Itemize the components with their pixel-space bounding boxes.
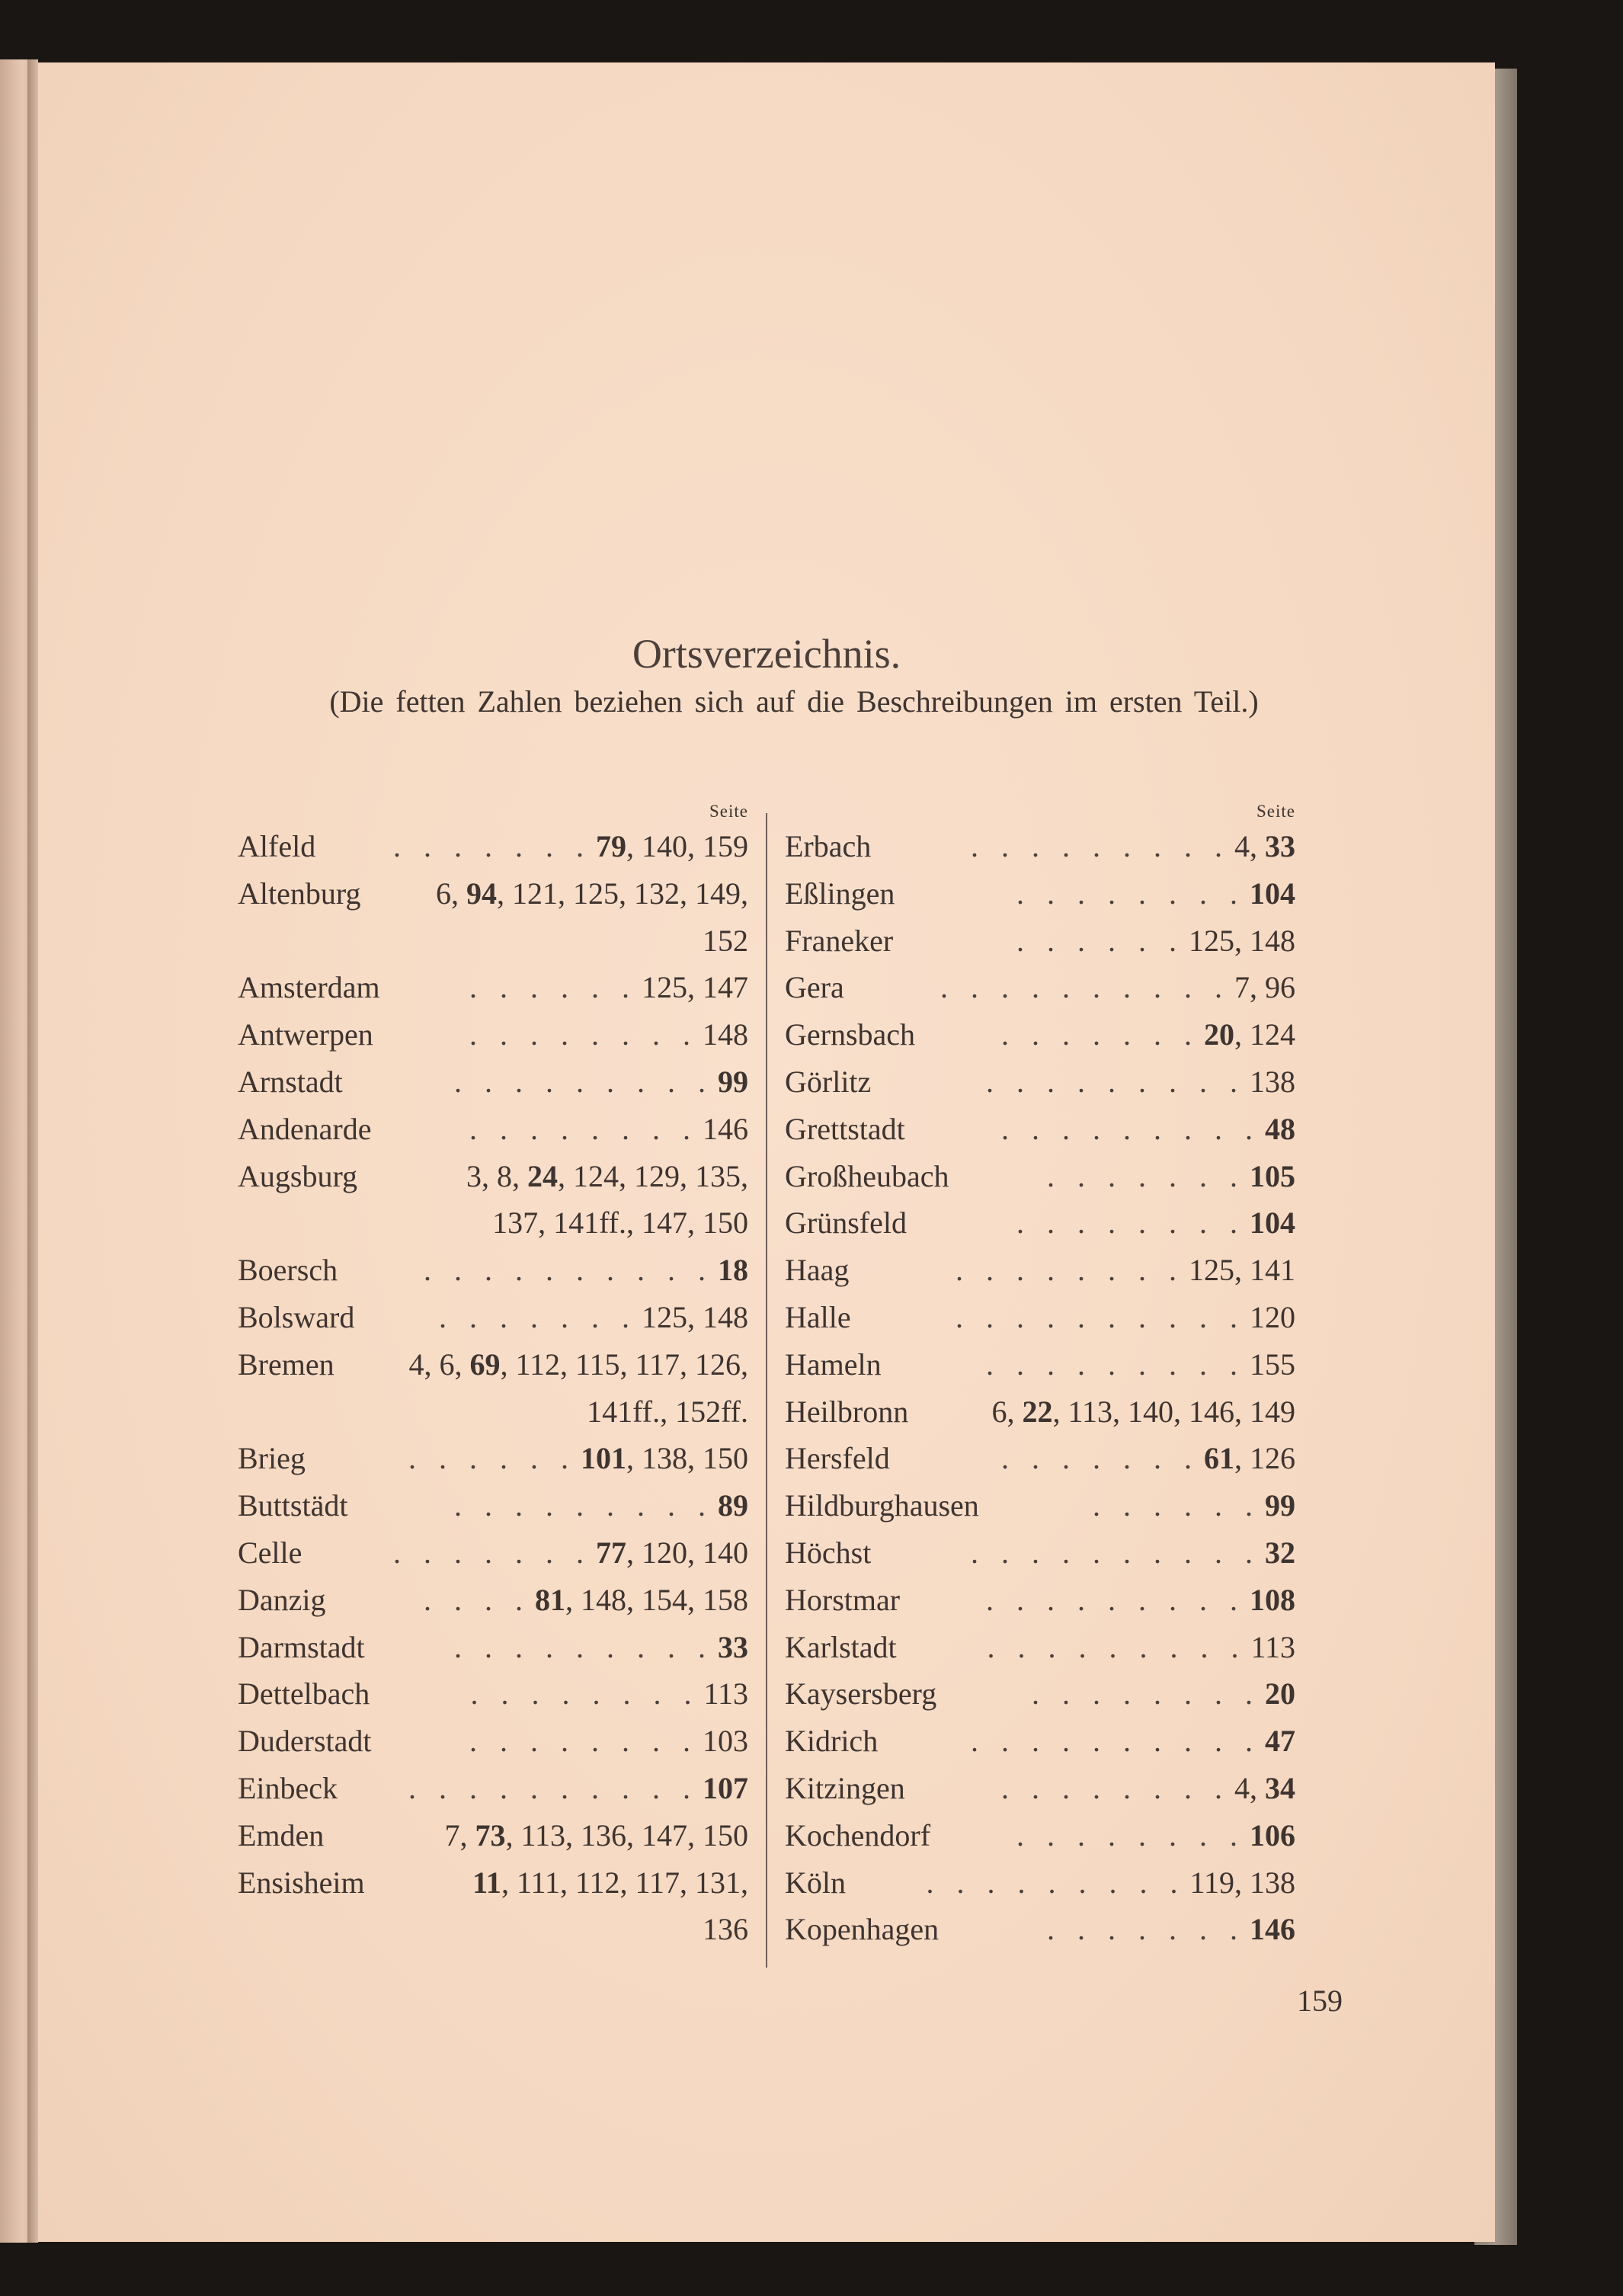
index-entry <box>238 823 748 870</box>
place-name: Gera <box>785 970 844 1005</box>
seite-label-left: Seite <box>709 802 748 821</box>
leader-dots: . . . . . . . . . . <box>971 1535 1260 1570</box>
page-references <box>1250 1624 1295 1671</box>
page-ref: , 121, 125, 132, 149, <box>497 876 748 911</box>
index-entry <box>238 1482 748 1529</box>
bold-page-ref: 73 <box>475 1817 506 1852</box>
leader-dots: . . . . . . . . <box>1016 876 1245 911</box>
page-references <box>1189 1859 1295 1907</box>
page-references <box>335 1341 748 1388</box>
place-name: Kitzingen <box>785 1770 905 1805</box>
page-references <box>1250 1199 1295 1247</box>
page-references <box>324 1812 748 1859</box>
page-ref: 125, 148 <box>1189 923 1295 958</box>
index-rows-left <box>238 823 748 1953</box>
page-references <box>1265 1106 1295 1153</box>
page-references <box>535 1577 748 1624</box>
index-entry <box>785 1106 1295 1153</box>
leader-dots: . . . . . . <box>1093 1488 1260 1523</box>
leader-dots: . . . . . . . . . <box>986 1347 1245 1382</box>
index-entry <box>785 823 1295 870</box>
index-entry <box>785 1812 1295 1859</box>
index-entry <box>785 1388 1295 1436</box>
page-ref: 141ff., 152ff. <box>587 1394 748 1429</box>
leader-dots: . . . . . . <box>469 970 637 1005</box>
index-entry <box>785 1247 1295 1294</box>
page-references <box>238 1199 748 1247</box>
index-entry <box>238 1577 748 1624</box>
seite-label-right: Seite <box>1256 802 1295 821</box>
page-references <box>238 1388 748 1436</box>
page-references <box>596 1529 748 1577</box>
bold-page-ref: 101 <box>581 1441 626 1476</box>
page-ref: 119, 138 <box>1189 1865 1295 1900</box>
index-entry <box>238 1294 748 1341</box>
page-ref: 155 <box>1250 1347 1295 1382</box>
page-ref: 7, 96 <box>1234 970 1295 1005</box>
page-ref: , 120, 140 <box>626 1535 748 1570</box>
place-name: Darmstadt <box>238 1629 365 1664</box>
bold-page-ref: 81 <box>535 1582 565 1617</box>
place-name: Buttstädt <box>238 1488 348 1523</box>
place-name: Kochendorf <box>785 1817 931 1852</box>
leader-dots: . . . . . . . . . . <box>940 970 1230 1005</box>
place-name: Duderstadt <box>238 1724 372 1759</box>
page-ref: , 112, 115, 117, 126, <box>500 1347 748 1382</box>
place-name: Bremen <box>238 1347 335 1382</box>
place-name: Hildburghausen <box>785 1488 979 1523</box>
place-name: Horstmar <box>785 1582 901 1617</box>
bold-page-ref: 24 <box>527 1158 558 1193</box>
index-entry <box>238 917 748 965</box>
bold-page-ref: 11 <box>472 1865 501 1900</box>
index-entry <box>785 1859 1295 1907</box>
place-name: Heilbronn <box>785 1394 909 1429</box>
leader-dots: . . . . . . . <box>1001 1441 1199 1476</box>
index-entry <box>785 1482 1295 1529</box>
page-references <box>642 964 748 1011</box>
page-references <box>1265 1482 1295 1529</box>
leader-dots: . . . . . . . . . <box>987 1629 1247 1664</box>
leader-dots: . . . . . . . . <box>1016 1817 1245 1852</box>
page-references <box>703 1106 748 1153</box>
index-entry <box>238 1106 748 1153</box>
place-name: Erbach <box>785 829 872 863</box>
place-name: Karlstadt <box>785 1629 897 1664</box>
page-references <box>1250 1341 1295 1388</box>
leader-dots: . . . . . . . . <box>1032 1676 1260 1712</box>
leader-dots: . . . . . . . . <box>1016 1206 1245 1241</box>
index-entry <box>785 1906 1295 1953</box>
page-ref: 4, <box>1234 1770 1265 1805</box>
page-ref: 103 <box>703 1724 748 1759</box>
page-references <box>1189 917 1295 965</box>
place-name: Augsburg <box>238 1158 358 1193</box>
page-ref: 7, <box>444 1817 475 1852</box>
leader-dots: . . . . . . . . <box>469 1111 698 1146</box>
bold-page-ref: 33 <box>718 1629 748 1664</box>
page-ref: 146 <box>703 1111 748 1146</box>
page-title: Ortsverzeichnis. <box>632 631 901 677</box>
page-references <box>238 917 748 965</box>
page-ref: 4, <box>1234 829 1265 863</box>
page-subtitle: (Die fetten Zahlen beziehen sich auf die Beschreibungen im ersten Teil.) <box>329 684 1259 719</box>
index-entry <box>238 1153 748 1200</box>
place-name: Altenburg <box>238 876 361 911</box>
leader-dots: . . . . . . . . <box>469 1017 698 1052</box>
bold-page-ref: 20 <box>1265 1676 1295 1712</box>
page-ref: 125, 147 <box>642 970 748 1005</box>
page-references <box>1204 1435 1295 1482</box>
bold-page-ref: 89 <box>718 1488 748 1523</box>
index-entry <box>785 917 1295 965</box>
bold-page-ref: 79 <box>596 829 626 863</box>
page-ref: 125, 148 <box>642 1299 748 1334</box>
page-ref: 120 <box>1250 1299 1295 1334</box>
leader-dots: . . . . . . . . . <box>986 1582 1245 1617</box>
page-ref: 113 <box>703 1676 748 1712</box>
place-name: Eßlingen <box>785 876 895 911</box>
page-ref: , 113, 140, 146, 149 <box>1052 1394 1295 1429</box>
index-entry <box>238 1765 748 1812</box>
page-references <box>1250 1153 1295 1200</box>
place-name: Kopenhagen <box>785 1912 940 1947</box>
bold-page-ref: 104 <box>1250 1206 1295 1241</box>
page-ref: 6, <box>991 1394 1023 1429</box>
page-ref: , 140, 159 <box>626 829 748 863</box>
leader-dots: . . . . . . . . . . <box>971 1724 1260 1759</box>
page-references <box>1234 823 1295 870</box>
leader-dots: . . . . . . . . <box>956 1253 1184 1288</box>
leader-dots: . . . . . . . <box>393 829 591 863</box>
index-entry <box>785 1670 1295 1718</box>
index-entry <box>785 1199 1295 1247</box>
index-entry <box>785 1435 1295 1482</box>
place-name: Hameln <box>785 1347 882 1382</box>
leader-dots: . . . . . . . <box>1047 1158 1245 1193</box>
bold-page-ref: 18 <box>718 1253 748 1288</box>
leader-dots: . . . . . . . <box>393 1535 591 1570</box>
place-name: Kidrich <box>785 1724 879 1759</box>
page-ref: 113 <box>1250 1629 1295 1664</box>
index-entry <box>785 1294 1295 1341</box>
leader-dots: . . . . . . . . <box>470 1676 699 1712</box>
page-references <box>1204 1011 1295 1058</box>
page-references <box>238 1906 748 1953</box>
index-entry <box>238 870 748 917</box>
page-ref: 136 <box>703 1912 748 1947</box>
place-name: Haag <box>785 1253 850 1288</box>
page-references <box>581 1435 748 1482</box>
page-references <box>703 1765 748 1812</box>
place-name: Höchst <box>785 1535 872 1570</box>
page-references <box>642 1294 748 1341</box>
bold-page-ref: 47 <box>1265 1724 1295 1759</box>
index-entry <box>785 1153 1295 1200</box>
place-name: Danzig <box>238 1582 326 1617</box>
index-entry <box>785 1529 1295 1577</box>
place-name: Dettelbach <box>238 1676 370 1712</box>
index-entry <box>238 1435 748 1482</box>
page-references <box>1265 1529 1295 1577</box>
place-name: Brieg <box>238 1441 306 1476</box>
page-ref: 3, 8, <box>466 1158 527 1193</box>
page-ref: , 113, 136, 147, 150 <box>505 1817 748 1852</box>
page-ref: 4, 6, <box>408 1347 470 1382</box>
place-name: Großheubach <box>785 1158 949 1193</box>
page-references <box>1250 870 1295 917</box>
bold-page-ref: 104 <box>1250 876 1295 911</box>
page-number: 159 <box>1297 1984 1343 2018</box>
bold-page-ref: 20 <box>1204 1017 1234 1052</box>
bold-page-ref: 94 <box>466 876 497 911</box>
leader-dots: . . . . . . . . . . <box>424 1253 713 1288</box>
leader-dots: . . . . . . . . <box>1001 1770 1230 1805</box>
bold-page-ref: 105 <box>1250 1158 1295 1193</box>
index-entry <box>238 1199 748 1247</box>
bold-page-ref: 77 <box>596 1535 626 1570</box>
bold-page-ref: 107 <box>703 1770 748 1805</box>
bold-page-ref: 33 <box>1265 829 1295 863</box>
leader-dots: . . . . . . . . . <box>454 1488 713 1523</box>
place-name: Antwerpen <box>238 1017 373 1052</box>
page-ref: 6, <box>436 876 466 911</box>
page-references <box>1250 1058 1295 1106</box>
index-entry <box>238 1718 748 1765</box>
leader-dots: . . . . . . . . . <box>454 1064 713 1099</box>
place-name: Emden <box>238 1817 325 1852</box>
page-references <box>1189 1247 1295 1294</box>
index-entry <box>238 1670 748 1718</box>
place-name: Franeker <box>785 923 894 958</box>
book-spine <box>27 59 38 2243</box>
index-entry <box>238 1812 748 1859</box>
index-rows-right <box>785 823 1295 1953</box>
book-page <box>38 62 1495 2242</box>
place-name: Boersch <box>238 1253 338 1288</box>
bold-page-ref: 61 <box>1204 1441 1234 1476</box>
page-ref: , 126 <box>1234 1441 1295 1476</box>
index-entry <box>238 1011 748 1058</box>
page-references <box>1234 964 1295 1011</box>
index-entry <box>238 1529 748 1577</box>
page-references <box>703 1718 748 1765</box>
page-references <box>1234 1765 1295 1812</box>
leader-dots: . . . . . . . . . <box>1001 1111 1260 1146</box>
bold-page-ref: 48 <box>1265 1111 1295 1146</box>
leader-dots: . . . . . . . . . . <box>956 1299 1245 1334</box>
index-entry <box>785 964 1295 1011</box>
place-name: Halle <box>785 1299 851 1334</box>
page-ref: , 138, 150 <box>626 1441 748 1476</box>
leader-dots: . . . . . . . <box>1001 1017 1199 1052</box>
place-name: Bolsward <box>238 1299 355 1334</box>
page-ref: 152 <box>703 923 748 958</box>
page-ref: , 124 <box>1234 1017 1295 1052</box>
index-entry <box>238 1624 748 1671</box>
page-ref: 125, 141 <box>1189 1253 1295 1288</box>
page-references <box>1250 1906 1295 1953</box>
page-references <box>718 1624 748 1671</box>
page-ref: , 124, 129, 135, <box>558 1158 748 1193</box>
page-references <box>357 1153 748 1200</box>
page-references <box>1250 1294 1295 1341</box>
leader-dots: . . . . <box>424 1582 530 1617</box>
index-entry <box>238 964 748 1011</box>
index-entry <box>785 1058 1295 1106</box>
bold-page-ref: 146 <box>1250 1912 1295 1947</box>
place-name: Grettstadt <box>785 1111 905 1146</box>
page-ref: 137, 141ff., 147, 150 <box>492 1206 748 1241</box>
leader-dots: . . . . . . . <box>1047 1912 1245 1947</box>
page-ref: 148 <box>703 1017 748 1052</box>
bold-page-ref: 108 <box>1250 1582 1295 1617</box>
bold-page-ref: 99 <box>718 1064 748 1099</box>
bold-page-ref: 99 <box>1265 1488 1295 1523</box>
place-name: Grünsfeld <box>785 1206 907 1241</box>
index-entry <box>785 1624 1295 1671</box>
index-entry <box>238 1388 748 1436</box>
place-name: Arnstadt <box>238 1064 343 1099</box>
leader-dots: . . . . . . <box>1016 923 1184 958</box>
bold-page-ref: 106 <box>1250 1817 1295 1852</box>
place-name: Andenarde <box>238 1111 372 1146</box>
page-ref: , 148, 154, 158 <box>565 1582 748 1617</box>
page-references <box>1250 1577 1295 1624</box>
page-ref: , 111, 112, 117, 131, <box>501 1865 748 1900</box>
page-references <box>1250 1812 1295 1859</box>
page-references <box>703 1011 748 1058</box>
bold-page-ref: 34 <box>1265 1770 1295 1805</box>
page-references <box>596 823 748 870</box>
leader-dots: . . . . . . <box>408 1441 576 1476</box>
place-name: Köln <box>785 1865 846 1900</box>
page-references <box>718 1247 748 1294</box>
place-name: Alfeld <box>238 829 316 863</box>
page-references <box>703 1670 748 1718</box>
leader-dots: . . . . . . . . . <box>926 1865 1186 1900</box>
place-name: Einbeck <box>238 1770 338 1805</box>
page-references <box>1265 1718 1295 1765</box>
index-entry <box>238 1906 748 1953</box>
index-entry <box>785 1341 1295 1388</box>
page-references <box>1265 1670 1295 1718</box>
index-entry <box>785 1718 1295 1765</box>
index-entry <box>785 870 1295 917</box>
place-name: Amsterdam <box>238 970 380 1005</box>
leader-dots: . . . . . . . . . <box>986 1064 1245 1099</box>
page-references <box>360 870 748 917</box>
bold-page-ref: 32 <box>1265 1535 1295 1570</box>
bold-page-ref: 69 <box>469 1347 501 1382</box>
page-ref: 138 <box>1250 1064 1295 1099</box>
page-references <box>718 1482 748 1529</box>
place-name: Ensisheim <box>238 1865 365 1900</box>
index-entry <box>238 1058 748 1106</box>
page-references <box>365 1859 748 1907</box>
page-references <box>718 1058 748 1106</box>
place-name: Kaysersberg <box>785 1676 937 1712</box>
page-references <box>908 1388 1295 1436</box>
leader-dots: . . . . . . . . <box>469 1724 698 1759</box>
index-entry <box>238 1247 748 1294</box>
place-name: Celle <box>238 1535 303 1570</box>
column-divider <box>766 813 767 1968</box>
leader-dots: . . . . . . . . . <box>454 1629 713 1664</box>
place-name: Hersfeld <box>785 1441 890 1476</box>
index-entry <box>785 1765 1295 1812</box>
index-entry <box>785 1577 1295 1624</box>
leader-dots: . . . . . . . . . <box>971 829 1230 863</box>
index-entry <box>238 1859 748 1907</box>
leader-dots: . . . . . . . . . . <box>408 1770 698 1805</box>
bold-page-ref: 22 <box>1022 1394 1053 1429</box>
index-entry <box>238 1341 748 1388</box>
leader-dots: . . . . . . . <box>439 1299 637 1334</box>
place-name: Görlitz <box>785 1064 872 1099</box>
index-entry <box>785 1011 1295 1058</box>
place-name: Gernsbach <box>785 1017 916 1052</box>
